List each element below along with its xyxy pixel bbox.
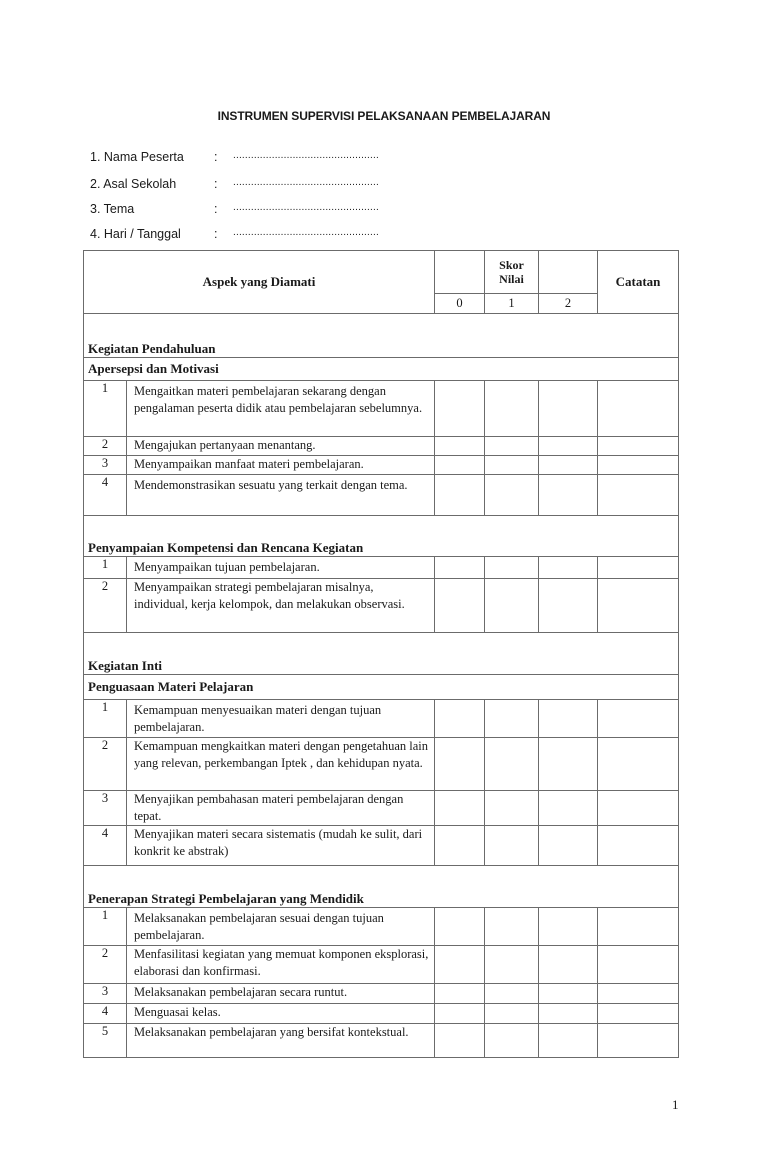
table-row [84,1024,679,1058]
notes-cell[interactable] [598,946,679,984]
score-1-cell[interactable] [485,475,539,516]
header-score-2: 2 [539,294,598,314]
notes-cell[interactable] [598,1004,679,1024]
score-2-cell[interactable] [539,437,598,456]
document-title: INSTRUMEN SUPERVISI PELAKSANAAN PEMBELAJARAN [217,109,551,123]
field-label: 1. Nama Peserta [90,150,184,164]
score-2-cell[interactable] [539,381,598,437]
score-0-cell[interactable] [435,557,485,579]
item-text: Melaksanakan pembelajaran yang bersifat kontekstual. [127,1024,435,1058]
notes-cell[interactable] [598,700,679,738]
score-0-cell[interactable] [435,908,485,946]
item-text: Kemampuan menyesuaikan materi dengan tujuan pembelajaran. [127,700,435,738]
table-row [84,700,679,738]
table-row [84,381,679,437]
notes-cell[interactable] [598,791,679,826]
notes-cell[interactable] [598,984,679,1004]
score-2-cell[interactable] [539,557,598,579]
score-0-cell[interactable] [435,1024,485,1058]
header-score-1: 1 [485,294,539,314]
score-2-cell[interactable] [539,908,598,946]
field-colon: : [214,202,218,216]
score-1-cell[interactable] [485,381,539,437]
item-text: Mengajukan pertanyaan menantang. [127,437,435,456]
score-1-cell[interactable] [485,437,539,456]
notes-cell[interactable] [598,456,679,475]
score-0-cell[interactable] [435,700,485,738]
item-number: 2 [84,437,127,456]
item-number: 4 [84,826,127,866]
score-1-cell[interactable] [485,579,539,633]
item-number: 1 [84,557,127,579]
score-0-cell[interactable] [435,456,485,475]
header-score-line1: Skor [499,258,524,272]
item-text: Menyajikan materi secara sistematis (mudah ke sulit, dari konkrit ke abstrak) [127,826,435,866]
table-row [84,557,679,579]
field-blank[interactable]: ................................................. [233,227,379,238]
score-2-cell[interactable] [539,791,598,826]
score-2-cell[interactable] [539,475,598,516]
score-1-cell[interactable] [485,1004,539,1024]
item-text: Menyampaikan strategi pembelajaran misalnya, individual, kerja kelompok, dan melakukan observasi. [127,579,435,633]
header-aspect: Aspek yang Diamati [84,251,435,314]
item-number: 2 [84,579,127,633]
section-kegiatan-inti: Kegiatan Inti [84,633,679,675]
score-0-cell[interactable] [435,791,485,826]
score-1-cell[interactable] [485,791,539,826]
table-row [84,984,679,1004]
score-1-cell[interactable] [485,1024,539,1058]
score-0-cell[interactable] [435,475,485,516]
item-number: 4 [84,1004,127,1024]
item-text: Kemampuan mengkaitkan materi dengan pengetahuan lain yang relevan, perkembangan Iptek , dan kehidupan nyata. [127,738,435,791]
field-blank[interactable]: ................................................. [233,150,379,161]
item-text: Mengaitkan materi pembelajaran sekarang dengan pengalaman peserta didik atau pembelajaran sebelumnya. [127,381,435,437]
item-number: 3 [84,984,127,1004]
item-text: Melaksanakan pembelajaran sesuai dengan tujuan pembelajaran. [127,908,435,946]
header-score-line2: Nilai [499,272,524,286]
header-score-title [485,251,539,294]
subsection-penyampaian-kompetensi: Penyampaian Kompetensi dan Rencana Kegiatan [84,516,679,557]
score-2-cell[interactable] [539,579,598,633]
score-0-cell[interactable] [435,826,485,866]
score-0-cell[interactable] [435,579,485,633]
score-0-cell[interactable] [435,1004,485,1024]
item-number: 3 [84,791,127,826]
notes-cell[interactable] [598,557,679,579]
section-kegiatan-pendahuluan: Kegiatan Pendahuluan [84,314,679,358]
notes-cell[interactable] [598,475,679,516]
notes-cell[interactable] [598,738,679,791]
item-text: Menyajikan pembahasan materi pembelajaran dengan tepat. [127,791,435,826]
header-score-blank [435,251,485,294]
item-number: 4 [84,475,127,516]
table-row [84,826,679,866]
field-label: 2. Asal Sekolah [90,177,177,191]
table-row [84,946,679,984]
field-colon: : [214,150,218,164]
supervision-table [83,250,679,1058]
table-row [84,1004,679,1024]
item-text: Menyampaikan tujuan pembelajaran. [127,557,435,579]
table-row [84,475,679,516]
score-0-cell[interactable] [435,437,485,456]
item-text: Menguasai kelas. [127,1004,435,1024]
score-2-cell[interactable] [539,738,598,791]
item-number: 1 [84,700,127,738]
field-blank[interactable]: ................................................. [233,202,379,213]
field-blank[interactable]: ................................................. [233,177,379,188]
item-number: 3 [84,456,127,475]
table-row [84,738,679,791]
score-2-cell[interactable] [539,984,598,1004]
page-number: 1 [672,1097,679,1112]
score-2-cell[interactable] [539,826,598,866]
field-label: 3. Tema [90,202,135,216]
item-text: Mendemonstrasikan sesuatu yang terkait dengan tema. [127,475,435,516]
notes-cell[interactable] [598,908,679,946]
field-label: 4. Hari / Tanggal [90,227,181,241]
notes-cell[interactable] [598,381,679,437]
item-number: 2 [84,738,127,791]
score-1-cell[interactable] [485,826,539,866]
score-1-cell[interactable] [485,738,539,791]
notes-cell[interactable] [598,1024,679,1058]
subsection-penerapan-strategi: Penerapan Strategi Pembelajaran yang Mendidik [84,866,679,908]
item-text: Melaksanakan pembelajaran secara runtut. [127,984,435,1004]
item-text: Menfasilitasi kegiatan yang memuat komponen eksplorasi, elaborasi dan konfirmasi. [127,946,435,984]
field-colon: : [214,177,218,191]
notes-cell[interactable] [598,826,679,866]
score-0-cell[interactable] [435,946,485,984]
header-notes: Catatan [598,251,679,314]
score-1-cell[interactable] [485,557,539,579]
score-1-cell[interactable] [485,908,539,946]
table-row [84,456,679,475]
subsection-apersepsi: Apersepsi dan Motivasi [84,358,679,381]
score-2-cell[interactable] [539,1004,598,1024]
notes-cell[interactable] [598,437,679,456]
score-1-cell[interactable] [485,946,539,984]
score-2-cell[interactable] [539,700,598,738]
item-number: 2 [84,946,127,984]
header-score-blank [539,251,598,294]
score-1-cell[interactable] [485,700,539,738]
score-1-cell[interactable] [485,984,539,1004]
table-row [84,579,679,633]
table-row [84,908,679,946]
score-0-cell[interactable] [435,381,485,437]
item-number: 1 [84,381,127,437]
notes-cell[interactable] [598,579,679,633]
score-0-cell[interactable] [435,738,485,791]
item-number: 5 [84,1024,127,1058]
score-2-cell[interactable] [539,1024,598,1058]
table-row [84,791,679,826]
score-0-cell[interactable] [435,984,485,1004]
item-text: Menyampaikan manfaat materi pembelajaran. [127,456,435,475]
score-2-cell[interactable] [539,946,598,984]
item-number: 1 [84,908,127,946]
score-2-cell[interactable] [539,456,598,475]
field-colon: : [214,227,218,241]
table-row [84,437,679,456]
subsection-penguasaan-materi: Penguasaan Materi Pelajaran [84,675,679,700]
header-score-0: 0 [435,294,485,314]
score-1-cell[interactable] [485,456,539,475]
